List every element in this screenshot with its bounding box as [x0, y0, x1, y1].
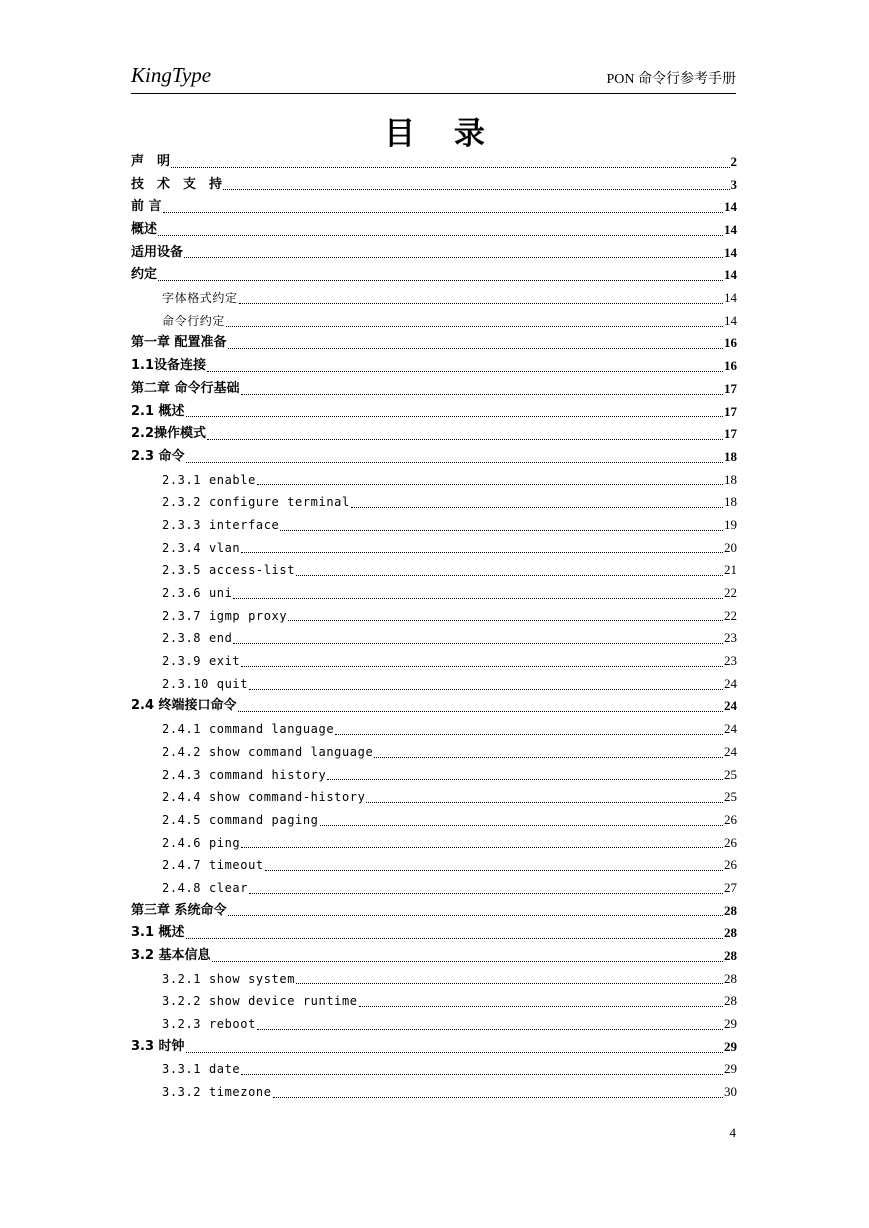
toc-entry-page: 28	[724, 902, 737, 918]
table-of-contents	[131, 151, 737, 1104]
toc-entry-page: 16	[724, 335, 737, 351]
toc-dot-leader	[265, 870, 723, 871]
toc-dot-leader	[233, 598, 723, 599]
toc-entry-page: 25	[724, 789, 737, 805]
toc-entry[interactable]	[131, 922, 737, 945]
toc-dot-leader	[228, 348, 723, 349]
toc-entry-label: 命令行约定	[162, 313, 226, 328]
toc-entry-label: 1.1设备连接	[131, 358, 207, 374]
toc-entry-label: 声 明	[131, 153, 171, 169]
toc-dot-leader	[296, 575, 723, 576]
toc-dot-leader	[241, 1074, 723, 1075]
toc-entry-page: 24	[724, 721, 737, 737]
toc-entry[interactable]	[131, 718, 737, 741]
toc-entry-page: 26	[724, 811, 737, 827]
toc-entry[interactable]	[131, 741, 737, 764]
toc-entry-label: 2.3 命令	[131, 448, 185, 464]
toc-dot-leader	[241, 552, 723, 553]
toc-dot-leader	[233, 643, 723, 644]
toc-entry-page: 17	[724, 380, 737, 396]
toc-entry-page: 23	[724, 653, 737, 669]
toc-entry[interactable]	[131, 605, 737, 628]
toc-entry[interactable]	[131, 196, 737, 219]
toc-dot-leader	[241, 847, 723, 848]
toc-entry-page: 26	[724, 834, 737, 850]
toc-dot-leader	[158, 235, 723, 236]
header-divider	[131, 93, 736, 94]
toc-entry[interactable]	[131, 673, 737, 696]
toc-entry[interactable]	[131, 832, 737, 855]
toc-entry-label: 2.3.5 access-list	[162, 563, 296, 578]
toc-dot-leader	[320, 825, 724, 826]
toc-entry-page: 17	[724, 426, 737, 442]
toc-entry-label: 2.3.4 vlan	[162, 540, 241, 555]
toc-dot-leader	[238, 711, 723, 712]
toc-dot-leader	[223, 189, 729, 190]
toc-entry-page: 29	[724, 1016, 737, 1032]
toc-entry-label: 第三章 系统命令	[131, 902, 227, 918]
toc-entry-page: 2	[730, 153, 737, 169]
toc-entry[interactable]	[131, 287, 737, 310]
toc-entry[interactable]	[131, 242, 737, 265]
toc-entry-page: 24	[724, 698, 737, 714]
toc-dot-leader	[327, 779, 723, 780]
toc-dot-leader	[184, 257, 723, 258]
toc-entry-page: 16	[724, 358, 737, 374]
toc-entry-page: 14	[724, 222, 737, 238]
toc-dot-leader	[212, 961, 723, 962]
toc-dot-leader	[207, 371, 723, 372]
toc-entry[interactable]	[131, 945, 737, 968]
toc-entry-page: 19	[724, 516, 737, 532]
toc-entry[interactable]	[131, 174, 737, 197]
toc-entry-label: 2.1 概述	[131, 403, 185, 419]
toc-entry-page: 26	[724, 857, 737, 873]
toc-entry-label: 3.2 基本信息	[131, 948, 211, 964]
toc-entry-label: 约定	[131, 267, 158, 283]
toc-entry[interactable]	[131, 310, 737, 333]
toc-entry-label: 2.3.6 uni	[162, 586, 233, 601]
toc-entry[interactable]	[131, 968, 737, 991]
toc-entry-label: 3.2.1 show system	[162, 971, 296, 986]
toc-entry-label: 前 言	[131, 199, 162, 215]
toc-dot-leader	[241, 394, 723, 395]
toc-entry[interactable]	[131, 219, 737, 242]
toc-entry-label: 2.4.4 show command-history	[162, 790, 366, 805]
toc-entry[interactable]	[131, 900, 737, 923]
toc-entry-label: 2.4.7 timeout	[162, 858, 264, 873]
toc-dot-leader	[249, 893, 723, 894]
toc-entry-label: 3.1 概述	[131, 925, 185, 941]
toc-entry-label: 2.3.2 configure terminal	[162, 495, 350, 510]
toc-entry[interactable]	[131, 423, 737, 446]
toc-dot-leader	[280, 530, 723, 531]
toc-dot-leader	[374, 757, 723, 758]
toc-entry[interactable]	[131, 446, 737, 469]
toc-dot-leader	[186, 462, 723, 463]
toc-entry[interactable]	[131, 264, 737, 287]
toc-entry-label: 3.3.2 timezone	[162, 1085, 272, 1100]
toc-entry-page: 18	[724, 448, 737, 464]
toc-entry[interactable]	[131, 333, 737, 356]
toc-entry-label: 2.4.2 show command language	[162, 744, 374, 759]
toc-entry[interactable]	[131, 355, 737, 378]
toc-dot-leader	[335, 734, 723, 735]
toc-entry-page: 29	[724, 1038, 737, 1054]
toc-entry[interactable]	[131, 582, 737, 605]
toc-entry-label: 3.3 时钟	[131, 1038, 185, 1054]
toc-entry[interactable]	[131, 1013, 737, 1036]
toc-dot-leader	[186, 1052, 723, 1053]
toc-entry[interactable]	[131, 151, 737, 174]
toc-dot-leader	[351, 507, 723, 508]
toc-entry-label: 2.4.6 ping	[162, 835, 241, 850]
toc-entry-label: 2.4.3 command history	[162, 767, 327, 782]
toc-entry-page: 23	[724, 630, 737, 646]
toc-entry[interactable]	[131, 627, 737, 650]
toc-dot-leader	[273, 1097, 723, 1098]
toc-entry-label: 适用设备	[131, 244, 184, 260]
toc-entry-label: 2.3.9 exit	[162, 654, 241, 669]
toc-entry-label: 字体格式约定	[162, 291, 238, 306]
toc-entry-label: 2.3.1 enable	[162, 472, 256, 487]
toc-entry-page: 22	[724, 607, 737, 623]
toc-entry-page: 30	[724, 1084, 737, 1100]
toc-entry-label: 3.3.1 date	[162, 1062, 241, 1077]
toc-entry-page: 25	[724, 766, 737, 782]
toc-dot-leader	[226, 326, 723, 327]
toc-entry-label: 3.2.2 show device runtime	[162, 994, 358, 1009]
toc-entry-page: 18	[724, 471, 737, 487]
toc-entry-page: 14	[724, 290, 737, 306]
toc-entry[interactable]	[131, 1059, 737, 1082]
toc-entry-page: 22	[724, 585, 737, 601]
header-document-title: PON 命令行参考手册	[606, 72, 736, 87]
toc-dot-leader	[186, 938, 723, 939]
toc-entry-page: 29	[724, 1061, 737, 1077]
toc-entry-label: 2.3.3 interface	[162, 517, 280, 532]
toc-entry-page: 24	[724, 743, 737, 759]
toc-entry[interactable]	[131, 1081, 737, 1104]
toc-entry-label: 2.3.7 igmp proxy	[162, 608, 288, 623]
toc-dot-leader	[186, 416, 723, 417]
toc-entry[interactable]	[131, 854, 737, 877]
toc-entry-page: 17	[724, 403, 737, 419]
toc-entry-page: 3	[730, 176, 737, 192]
toc-entry[interactable]	[131, 401, 737, 424]
page-title: 目 录	[384, 116, 499, 152]
toc-dot-leader	[288, 620, 723, 621]
toc-entry[interactable]	[131, 378, 737, 401]
toc-entry-page: 18	[724, 494, 737, 510]
toc-entry-label: 2.4.8 clear	[162, 880, 249, 895]
toc-entry-page: 14	[724, 244, 737, 260]
toc-entry-page: 14	[724, 267, 737, 283]
toc-dot-leader	[249, 689, 723, 690]
toc-entry-page: 28	[724, 970, 737, 986]
toc-entry-page: 27	[724, 879, 737, 895]
toc-dot-leader	[158, 280, 723, 281]
toc-entry[interactable]	[131, 469, 737, 492]
toc-entry[interactable]	[131, 786, 737, 809]
toc-entry-label: 第一章 配置准备	[131, 335, 227, 351]
toc-entry-label: 2.4.5 command paging	[162, 812, 319, 827]
toc-dot-leader	[163, 212, 723, 213]
toc-entry[interactable]	[131, 809, 737, 832]
toc-entry-page: 24	[724, 675, 737, 691]
page-number: 4	[729, 1125, 736, 1140]
toc-entry[interactable]	[131, 514, 737, 537]
toc-dot-leader	[359, 1006, 723, 1007]
toc-dot-leader	[257, 1029, 723, 1030]
toc-dot-leader	[296, 983, 723, 984]
toc-entry[interactable]	[131, 990, 737, 1013]
toc-entry[interactable]	[131, 764, 737, 787]
toc-entry-page: 28	[724, 925, 737, 941]
toc-entry[interactable]	[131, 877, 737, 900]
toc-entry-label: 第二章 命令行基础	[131, 380, 240, 396]
toc-dot-leader	[239, 303, 723, 304]
toc-entry-label: 技 术 支 持	[131, 176, 223, 192]
toc-entry[interactable]	[131, 537, 737, 560]
toc-entry-page: 14	[724, 199, 737, 215]
toc-entry-page: 20	[724, 539, 737, 555]
toc-entry-page: 28	[724, 993, 737, 1009]
toc-dot-leader	[257, 484, 723, 485]
toc-entry-page: 21	[724, 562, 737, 578]
toc-entry-label: 2.3.10 quit	[162, 676, 249, 691]
toc-dot-leader	[228, 915, 723, 916]
toc-entry-label: 2.3.8 end	[162, 631, 233, 646]
toc-entry-label: 2.4 终端接口命令	[131, 698, 237, 714]
toc-dot-leader	[171, 167, 729, 168]
toc-entry-label: 2.2操作模式	[131, 426, 207, 442]
toc-entry[interactable]	[131, 1036, 737, 1059]
toc-dot-leader	[366, 802, 723, 803]
toc-dot-leader	[207, 439, 723, 440]
toc-entry[interactable]	[131, 559, 737, 582]
toc-entry[interactable]	[131, 696, 737, 719]
toc-entry[interactable]	[131, 491, 737, 514]
toc-dot-leader	[241, 666, 723, 667]
toc-entry-label: 3.2.3 reboot	[162, 1017, 256, 1032]
header-brand: KingType	[131, 63, 212, 87]
toc-entry[interactable]	[131, 650, 737, 673]
toc-entry-page: 14	[724, 312, 737, 328]
toc-entry-label: 2.4.1 command language	[162, 722, 335, 737]
toc-entry-page: 28	[724, 948, 737, 964]
toc-entry-label: 概述	[131, 222, 158, 238]
